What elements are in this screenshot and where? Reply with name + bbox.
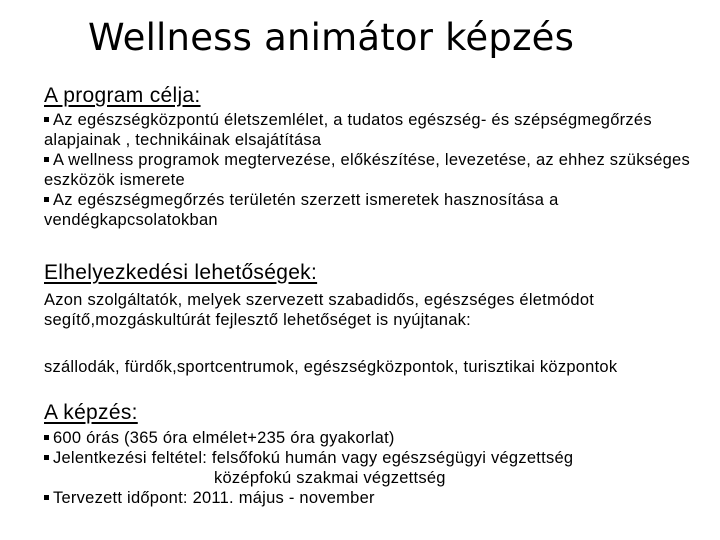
course-hours: 600 órás (365 óra elmélet+235 óra gyakorlat) (53, 429, 395, 447)
goal-item-text: Az egészségközpontú életszemlélet, a tudatos egészség- és szépségmegőrzés alapjainak , technikáinak elsajátítása (44, 111, 652, 149)
goal-item-text: Az egészségmegőrzés területén szerzett ismeretek hasznosítása a vendégkapcsolatokban (44, 191, 559, 229)
list-item (44, 150, 714, 190)
bullet-square-icon (44, 455, 49, 460)
goal-heading: A program célja: (44, 84, 201, 107)
bullet-square-icon (44, 435, 49, 440)
course-requirement-alt: középfokú szakmai végzettség (214, 469, 446, 487)
course-heading: A képzés: (44, 401, 138, 424)
goal-list (44, 110, 714, 230)
page-title: Wellness animátor képzés (88, 16, 575, 59)
placement-intro: Azon szolgáltatók, melyek szervezett szabadidős, egészséges életmódot segítő,mozgáskultúrát fejlesztő lehetőséget is nyújtanak: (44, 291, 595, 329)
list-item (44, 190, 714, 230)
goal-item-text: A wellness programok megtervezése, előkészítése, levezetése, az ehhez szükséges eszközök ismerete (44, 151, 690, 189)
course-requirement: Jelentkezési feltétel: felsőfokú humán vagy egészségügyi végzettség (53, 449, 574, 467)
bullet-square-icon (44, 197, 49, 202)
course-schedule: Tervezett időpont: 2011. május - november (53, 489, 375, 507)
course-list (44, 428, 714, 508)
bullet-square-icon (44, 117, 49, 122)
list-item (44, 488, 714, 508)
bullet-square-icon (44, 157, 49, 162)
placement-places: szállodák, fürdők,sportcentrumok, egészségközpontok, turisztikai központok (44, 358, 618, 376)
list-item (44, 110, 714, 150)
bullet-square-icon (44, 495, 49, 500)
placement-heading: Elhelyezkedési lehetőségek: (44, 261, 318, 284)
list-item (44, 428, 714, 448)
list-item (44, 448, 714, 468)
